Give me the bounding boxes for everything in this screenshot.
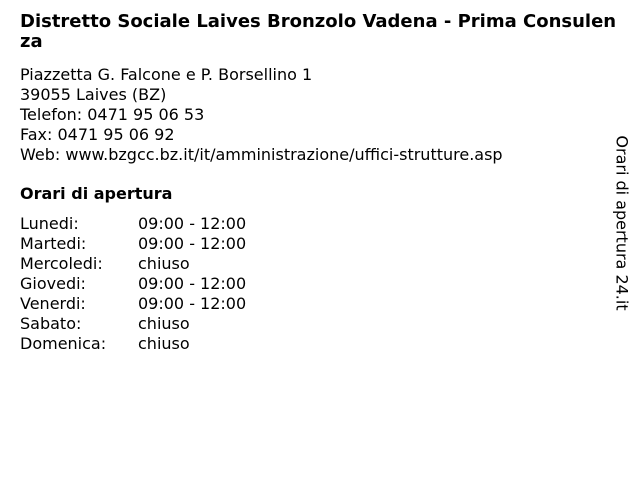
postal-city: 39055 Laives (BZ) (20, 85, 167, 104)
day-hours: 09:00 - 12:00 (138, 234, 247, 253)
hours-row-sunday (20, 334, 246, 354)
site-brand-watermark (612, 135, 632, 310)
hours-row-friday (20, 294, 246, 314)
website: Web: www.bzgcc.bz.it/it/amministrazione/uffici-strutture.asp (20, 145, 503, 164)
address-block (20, 65, 503, 165)
hours-row-thursday (20, 274, 246, 294)
day-label: Martedi: (20, 234, 87, 253)
hours-row-monday (20, 214, 246, 234)
day-label: Mercoledi: (20, 254, 103, 273)
day-label: Venerdi: (20, 294, 86, 313)
hours-row-tuesday (20, 234, 246, 254)
day-hours: chiuso (138, 334, 190, 353)
day-hours: 09:00 - 12:00 (138, 274, 247, 293)
opening-hours-heading: Orari di apertura (20, 184, 173, 203)
day-hours: 09:00 - 12:00 (138, 294, 247, 313)
site-brand-text: Orari di apertura 24.it (613, 134, 633, 311)
office-title: Distretto Sociale Laives Bronzolo Vadena - Prima Consulenza (20, 11, 617, 52)
day-label: Lunedi: (20, 214, 79, 233)
hours-row-saturday (20, 314, 246, 334)
opening-hours-table (20, 214, 246, 354)
day-hours: 09:00 - 12:00 (138, 214, 247, 233)
day-label: Giovedi: (20, 274, 86, 293)
hours-row-wednesday (20, 254, 246, 274)
phone-number: Telefon: 0471 95 06 53 (20, 105, 205, 124)
fax-number: Fax: 0471 95 06 92 (20, 125, 175, 144)
day-label: Sabato: (20, 314, 82, 333)
day-hours: chiuso (138, 254, 190, 273)
day-label: Domenica: (20, 334, 107, 353)
street-address: Piazzetta G. Falcone e P. Borsellino 1 (20, 65, 313, 84)
day-hours: chiuso (138, 314, 190, 333)
